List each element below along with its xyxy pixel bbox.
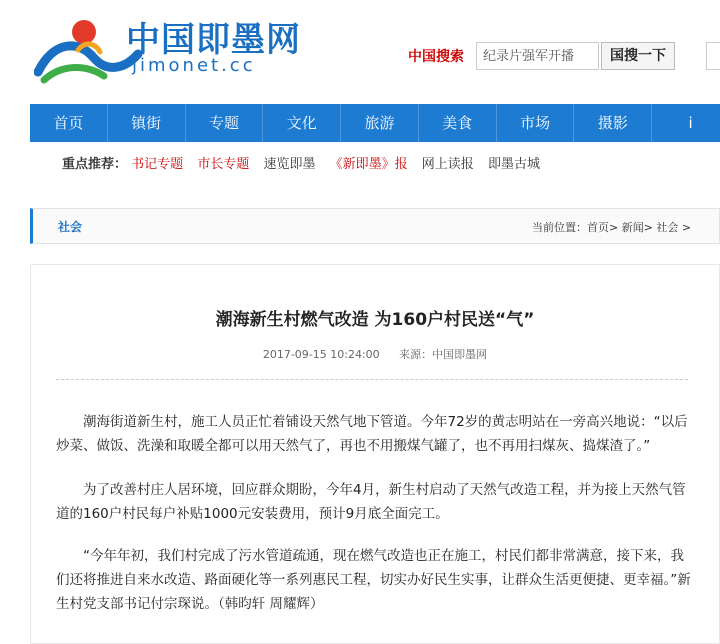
nav-item-culture[interactable]: 文化 — [263, 104, 341, 142]
breadcrumb[interactable]: 当前位置：首页> 新闻> 社会 > — [532, 221, 692, 234]
article-title: 潮海新生村燃气改造 为160户村民送“气” — [215, 310, 535, 330]
logo-domain[interactable]: jimonet.cc — [132, 55, 256, 76]
recommend-bar — [62, 156, 550, 174]
main-nav — [30, 104, 720, 142]
article-meta — [30, 346, 720, 362]
logo-title[interactable]: 中国即墨网 — [126, 20, 301, 60]
divider — [56, 379, 688, 380]
nav-item-home[interactable]: 首页 — [30, 104, 108, 142]
nav-item-photo[interactable]: 摄影 — [574, 104, 652, 142]
category-label[interactable]: 社会 — [58, 220, 83, 234]
secondary-input-edge[interactable] — [706, 42, 720, 70]
recommend-label: 重点推荐： — [62, 157, 128, 172]
recommend-link[interactable]: 即墨古城 — [487, 157, 540, 172]
nav-item-towns[interactable]: 镇街 — [108, 104, 186, 142]
recommend-link[interactable]: 书记专题 — [131, 157, 184, 172]
recommend-link[interactable]: 速览即墨 — [263, 157, 316, 172]
nav-item-topics[interactable]: 专题 — [186, 104, 264, 142]
search-button[interactable]: 国搜一下 — [601, 42, 675, 70]
recommend-link[interactable]: 《新即墨》报 — [329, 157, 408, 172]
nav-item-market[interactable]: 市场 — [497, 104, 575, 142]
nav-item-more[interactable]: i — [652, 104, 720, 142]
search-input[interactable]: 纪录片强军开播 — [476, 42, 599, 70]
article-date: 2017-09-15 10:24:00 — [262, 348, 380, 361]
article-paragraph: “今年年初，我们村完成了污水管道疏通，现在燃气改造也正在施工，村民们都非常满意，接下来，我们还将推进自来水改造、路面硬化等一系列惠民工程，切实办好民生实事，让群众生活更便捷、更幸福。”新生村党支部书记付宗琛说。（韩昀轩 周耀辉） — [56, 548, 691, 612]
article-source: 来源：中国即墨网 — [399, 348, 488, 361]
article-paragraph: 潮海街道新生村，施工人员正忙着铺设天然气地下管道。今年72岁的黄志明站在一旁高兴地说：“以后炒菜、做饭、洗澡和取暖全都可以用天然气了，再也不用搬煤气罐了，也不再用扫煤灰、捣煤渣了。” — [56, 414, 688, 454]
recommend-link[interactable]: 网上读报 — [421, 157, 474, 172]
nav-item-travel[interactable]: 旅游 — [341, 104, 419, 142]
nav-item-food[interactable]: 美食 — [419, 104, 497, 142]
article-paragraph: 为了改善村庄人居环境，回应群众期盼，今年4月，新生村启动了天然气改造工程，并为接上天然气管道的160户村民每户补贴1000元安装费用，预计9月底全面完工。 — [56, 482, 686, 522]
recommend-link[interactable]: 市长专题 — [197, 157, 250, 172]
search-provider-label: 中国搜索 — [408, 49, 464, 65]
